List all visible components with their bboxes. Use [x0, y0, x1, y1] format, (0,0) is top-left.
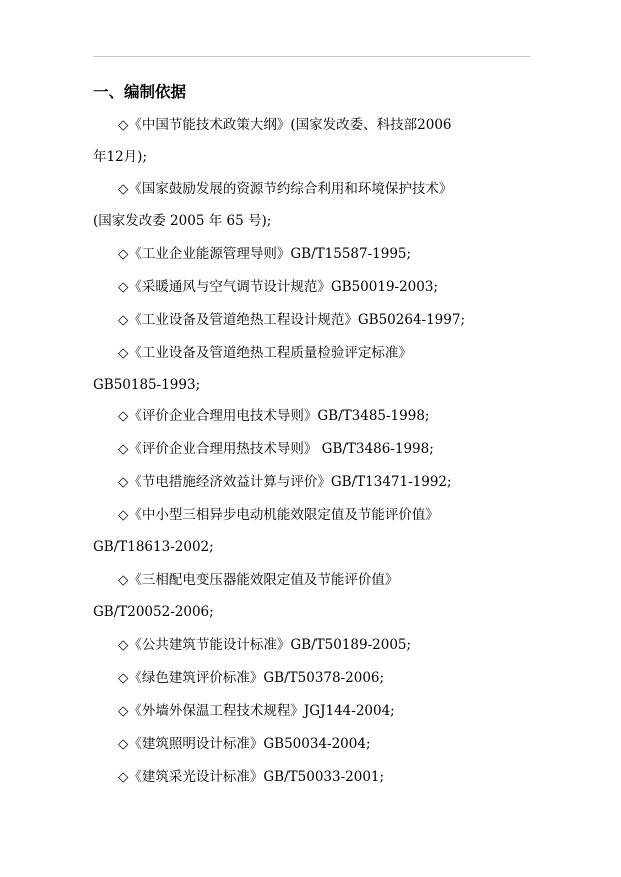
- section-heading: 一、编制依据: [93, 83, 187, 101]
- list-item: ◇《中国节能技术政策大纲》(国家发改委、科技部2006: [118, 117, 452, 133]
- list-item: ◇《国家鼓励发展的资源节约综合利用和环境保护技术》: [118, 181, 453, 197]
- list-item: ◇《工业设备及管道绝热工程设计规范》GB50264-1997;: [118, 312, 465, 328]
- list-item: ◇《节电措施经济效益计算与评价》GB/T13471-1992;: [118, 474, 452, 490]
- list-item: ◇《采暖通风与空气调节设计规范》GB50019-2003;: [118, 279, 438, 295]
- list-item-continuation: GB/T20052-2006;: [93, 604, 214, 620]
- list-item-continuation: GB/T18613-2002;: [93, 539, 214, 555]
- header-rule: [93, 56, 530, 57]
- list-item: ◇《外墙外保温工程技术规程》JGJ144-2004;: [118, 703, 395, 719]
- list-item: ◇《工业企业能源管理导则》GB/T15587-1995;: [118, 246, 412, 262]
- list-item: ◇《评价企业合理用热技术导则》 GB/T3486-1998;: [118, 441, 434, 457]
- list-item: ◇《建筑照明设计标准》GB50034-2004;: [118, 736, 371, 752]
- list-item: ◇《建筑采光设计标准》GB/T50033-2001;: [118, 769, 385, 785]
- list-item: ◇《绿色建筑评价标准》GB/T50378-2006;: [118, 670, 385, 686]
- list-item: ◇《公共建筑节能设计标准》GB/T50189-2005;: [118, 637, 412, 653]
- list-item: ◇《中小型三相异步电动机能效限定值及节能评价值》: [118, 507, 439, 523]
- list-item: ◇《工业设备及管道绝热工程质量检验评定标准》: [118, 345, 412, 361]
- list-item-continuation: 年12月);: [93, 149, 147, 165]
- list-item-continuation: (国家发改委 2005 年 65 号);: [93, 213, 272, 229]
- list-item-continuation: GB50185-1993;: [93, 377, 201, 393]
- list-item: ◇《评价企业合理用电技术导则》GB/T3485-1998;: [118, 408, 430, 424]
- list-item: ◇《三相配电变压器能效限定值及节能评价值》: [118, 572, 399, 588]
